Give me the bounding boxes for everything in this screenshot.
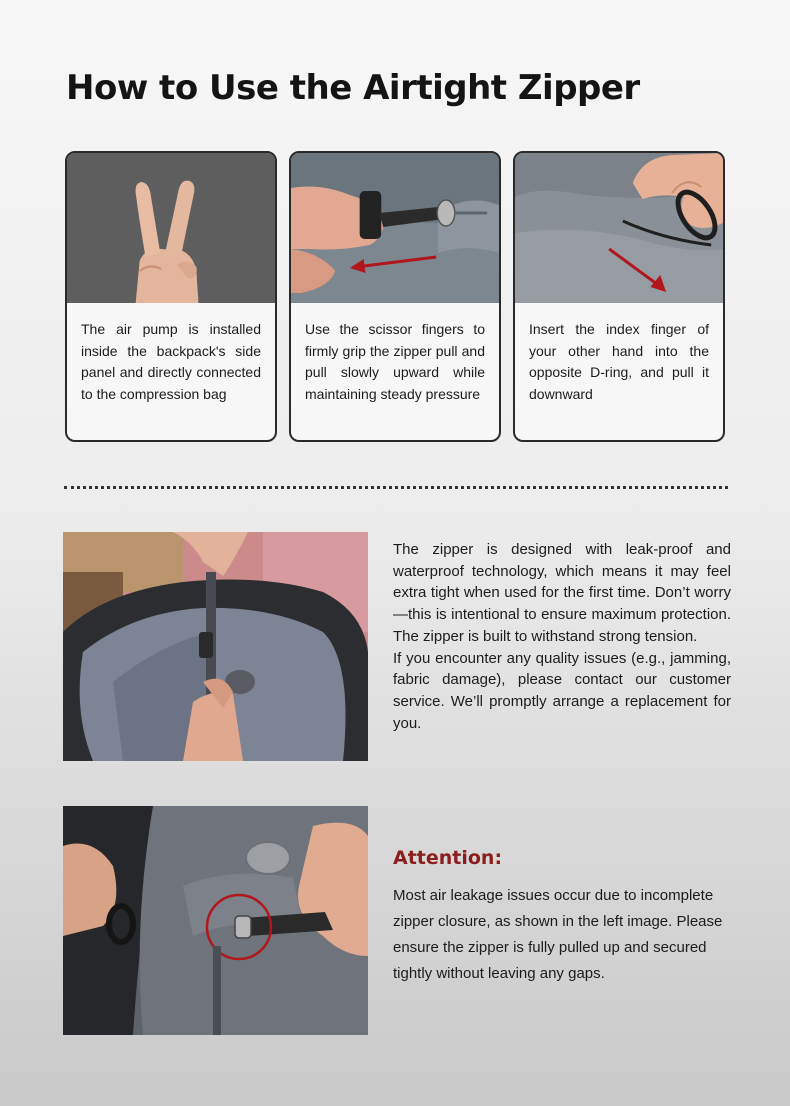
step-card-3 — [513, 151, 725, 442]
d-ring-pull-photo — [515, 153, 723, 303]
zipper-demo-photo — [63, 532, 368, 761]
step-caption-2: Use the scissor fingers to firmly grip the zipper pull and pull slowly upward while maintaining steady pressure — [305, 321, 485, 402]
step-card-2 — [289, 151, 501, 442]
page-title: How to Use the Airtight Zipper — [66, 68, 640, 108]
dotted-divider — [64, 486, 728, 489]
zipper-pull-photo — [291, 153, 499, 303]
info-text — [393, 539, 731, 734]
info-paragraph-2: If you encounter any quality issues (e.g., jamming, fabric damage), please contact our customer service. We’ll promptly arrange a replacement for you. — [393, 649, 731, 732]
step-caption-3: Insert the index finger of your other hand into the opposite D-ring, and pull it downward — [529, 321, 709, 402]
incomplete-closure-photo — [63, 806, 368, 1035]
attention-heading: Attention: — [393, 847, 503, 869]
info-paragraph-1: The zipper is designed with leak-proof and waterproof technology, which means it may feel extra tight when used for the first time. Don’t worry—this is intentional to ensure maximum protection. The zipper is built to withstand strong tension. — [393, 541, 731, 645]
step-card-1 — [65, 151, 277, 442]
step-caption-1: The air pump is installed inside the backpack's side panel and directly connected to the compression bag — [81, 321, 261, 402]
attention-text: Most air leakage issues occur due to incomplete zipper closure, as shown in the left image. Please ensure the zipper is fully pulled up and secured tightly without leaving any gaps. — [393, 887, 723, 982]
peace-sign-hand-photo — [67, 153, 275, 303]
